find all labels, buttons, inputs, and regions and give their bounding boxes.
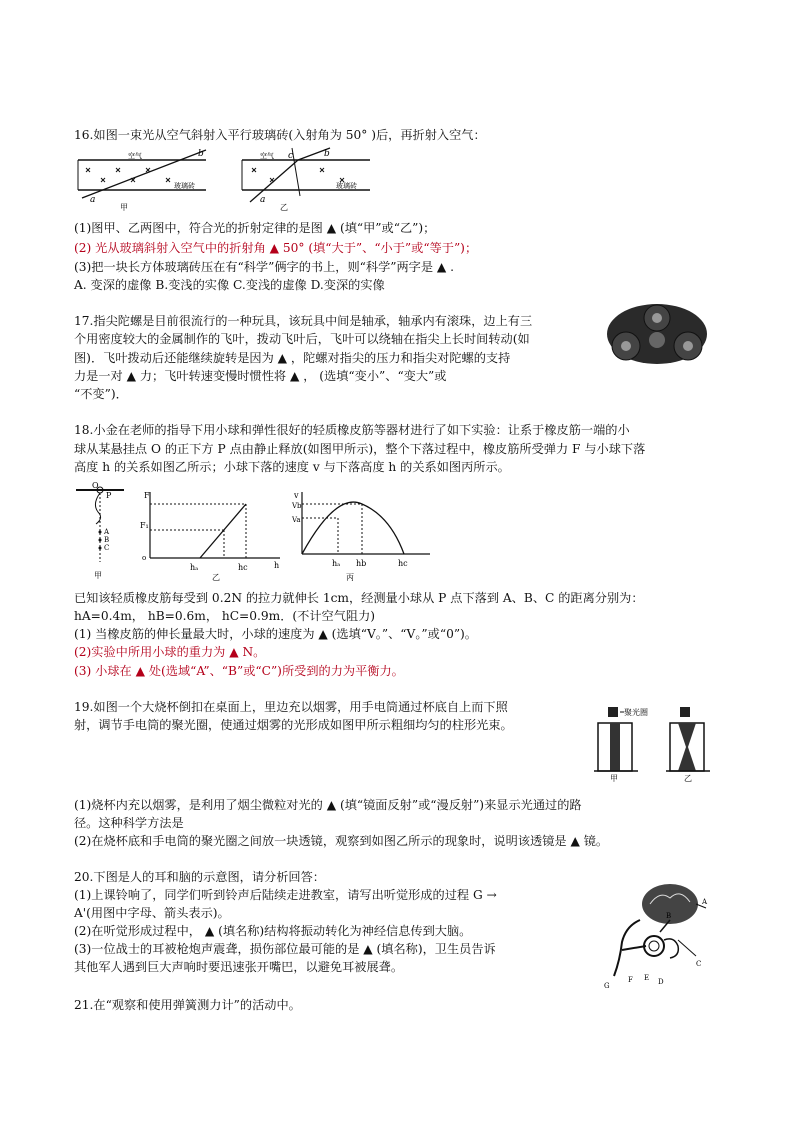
q16-figure-yi <box>240 146 410 212</box>
q20-line4: (2)在听觉形成过程中， ▲ (填名称)结构将振动转化为神经信息传到大脑。 <box>74 924 472 938</box>
q16-options: A. 变深的虚像 B.变浅的实像 C.变浅的虚像 D.变深的实像 <box>74 278 385 292</box>
q20-line1: 20.下图是人的耳和脑的示意图，请分析回答： <box>74 870 325 884</box>
label-D: D <box>658 978 664 986</box>
label-ha: hₐ <box>332 559 341 568</box>
q16-figure-jia <box>76 146 236 212</box>
label-F: F <box>628 976 633 984</box>
label-G: G <box>604 982 610 990</box>
q18-line5: hA=0.4m， hB=0.6m， hC=0.9m．(不计空气阻力) <box>74 609 376 623</box>
label-A: A <box>104 528 110 536</box>
fidget-spinner-image <box>604 300 710 368</box>
q18-line8: (3) 小球在 ▲ 处(选域“A”、“B”或“C”)所受到的力为平衡力。 <box>74 664 404 678</box>
fig-label-glass: 玻璃砖 <box>336 182 357 190</box>
fig-label-air: 空气 <box>128 152 142 160</box>
caption-yi: 乙 <box>212 573 220 582</box>
q18-figure-bing <box>290 488 440 582</box>
fig-caption-yi: 乙 <box>280 203 288 212</box>
label-F1: F₁ <box>140 521 149 530</box>
q19-line4: 径。这种科学方法是 <box>74 816 184 830</box>
q19-figure <box>594 705 714 783</box>
q20-line3: A'(用图中字母、箭头表示)。 <box>74 906 230 920</box>
q17-line3: 图)．飞叶拨动后还能继续旋转是因为 ▲ ，陀螺对指尖的压力和指尖对陀螺的支持 <box>74 351 511 365</box>
fig-label-a: a <box>260 195 266 205</box>
tag-focus-ring: 聚光圈 <box>624 708 648 717</box>
fig-label-a: a <box>90 195 96 205</box>
q18-line3: 高度 h 的关系如图乙所示；小球下落的速度 v 与下落高度 h 的关系如图丙所示。 <box>74 460 510 474</box>
q18-line4: 已知该轻质橡皮筋每受到 0.2N 的拉力就伸长 1cm，经测量小球从 P 点下落到 A、B、C 的距离分别为： <box>74 591 644 605</box>
q18-line2: 球从某悬挂点 O 的正下方 P 点由静止释放(如图甲所示)，整个下落过程中，橡皮筋所受弹力 F 与小球下落 <box>74 442 646 456</box>
q16-sub3: (3)把一块长方体玻璃砖压在有“科学”俩字的书上，则“科学”两字是 ▲ . <box>74 260 455 274</box>
q20-line2: (1)上课铃响了，同学们听到铃声后陆续走进教室，请写出听觉形成的过程 G → <box>74 888 497 902</box>
ear-brain-figure <box>600 880 710 990</box>
label-hc: hc <box>238 563 248 572</box>
q16-sub2: (2) 光从玻璃斜射入空气中的折射角 ▲ 50° (填“大于”、“小于”或“等于”)； <box>74 241 478 255</box>
q21-line1: 21.在“观察和使用弹簧测力计”的活动中。 <box>74 998 301 1012</box>
axis-h: h <box>274 561 280 570</box>
label-B: B <box>104 536 110 544</box>
label-ha: hₐ <box>190 563 199 572</box>
label-E: E <box>644 974 650 982</box>
label-B: B <box>666 912 672 920</box>
q17-line2: 个用密度较大的金属制作的飞叶，拨动飞叶后，飞叶可以绕轴在指尖上长时间转动(如 <box>74 332 530 346</box>
q17-line1: 17.指尖陀螺是目前很流行的一种玩具，该玩具中间是轴承，轴承内有滚珠，边上有三 <box>74 314 533 328</box>
q19-line5: (2)在烧杯底和手电筒的聚光圈之间放一块透镜，观察到如图乙所示的现象时，说明该透镜是 ▲ 镜。 <box>74 834 609 848</box>
label-hb: hb <box>356 559 367 568</box>
caption-jia: 甲 <box>610 774 618 783</box>
fig-label-air: 空气 <box>260 152 274 160</box>
fig-label-c: c <box>288 151 294 161</box>
q17-line5: “不变”)． <box>74 387 128 401</box>
q18-line7: (2)实验中所用小球的重力为 ▲ N。 <box>74 645 266 659</box>
fig-label-b: b <box>198 149 204 159</box>
q20-line6: 其他军人遇到巨大声响时要迅速张开嘴巴，以避免耳被展聋。 <box>74 960 404 974</box>
q19-line1: 19.如图一个大烧杯倒扣在桌面上，里边充以烟雾，用手电筒通过杯底自上而下照 <box>74 700 508 714</box>
label-P: P <box>106 491 112 500</box>
q18-figure-yi <box>140 488 290 582</box>
label-va: Va <box>292 516 301 524</box>
caption-yi: 乙 <box>684 774 692 783</box>
axis-v: v <box>294 491 299 500</box>
origin-o: o <box>142 554 147 562</box>
label-C: C <box>104 544 110 552</box>
q17-line4: 力是一对 ▲ 力；飞叶转速变慢时惯性将 ▲ ， (选填“变小”、“变大”或 <box>74 369 447 383</box>
q19-line2: 射，调节手电筒的聚光圈，使通过烟雾的光形成如图甲所示粗细均匀的柱形光束。 <box>74 718 513 732</box>
label-O: O <box>92 481 99 490</box>
axis-F: F <box>144 491 150 500</box>
q16-sub1: (1)图甲、乙两图中，符合光的折射定律的是图 ▲ (填“甲”或“乙”)； <box>74 221 436 235</box>
caption-jia: 甲 <box>94 571 102 580</box>
fig-label-glass: 玻璃砖 <box>174 182 195 190</box>
q19-line3: (1)烧杯内充以烟雾，是利用了烟尘微粒对光的 ▲ (填“镜面反射”或“漫反射”)来显示光通过的路 <box>74 798 582 812</box>
q20-line5: (3)一位战士的耳被枪炮声震聋，损伤部位最可能的是 ▲ (填名称)，卫生员告诉 <box>74 942 496 956</box>
q18-line1: 18.小金在老师的指导下用小球和弹性很好的轻质橡皮筋等器材进行了如下实验：让系于橡皮筋一端的小 <box>74 423 630 437</box>
label-vb: Vb <box>292 502 302 510</box>
q16-stem: 16.如图一束光从空气斜射入平行玻璃砖(入射角为 50° )后，再折射入空气： <box>74 128 486 142</box>
label-hc: hc <box>398 559 408 568</box>
fig-caption-jia: 甲 <box>120 203 128 212</box>
caption-bing: 丙 <box>346 573 354 582</box>
label-C: C <box>696 960 702 968</box>
fig-label-b: b <box>324 149 330 159</box>
q18-line6: (1) 当橡皮筋的伸长量最大时，小球的速度为 ▲ (选填“V。”、“V。”或“0”)。 <box>74 627 477 641</box>
label-A: A <box>702 898 708 906</box>
